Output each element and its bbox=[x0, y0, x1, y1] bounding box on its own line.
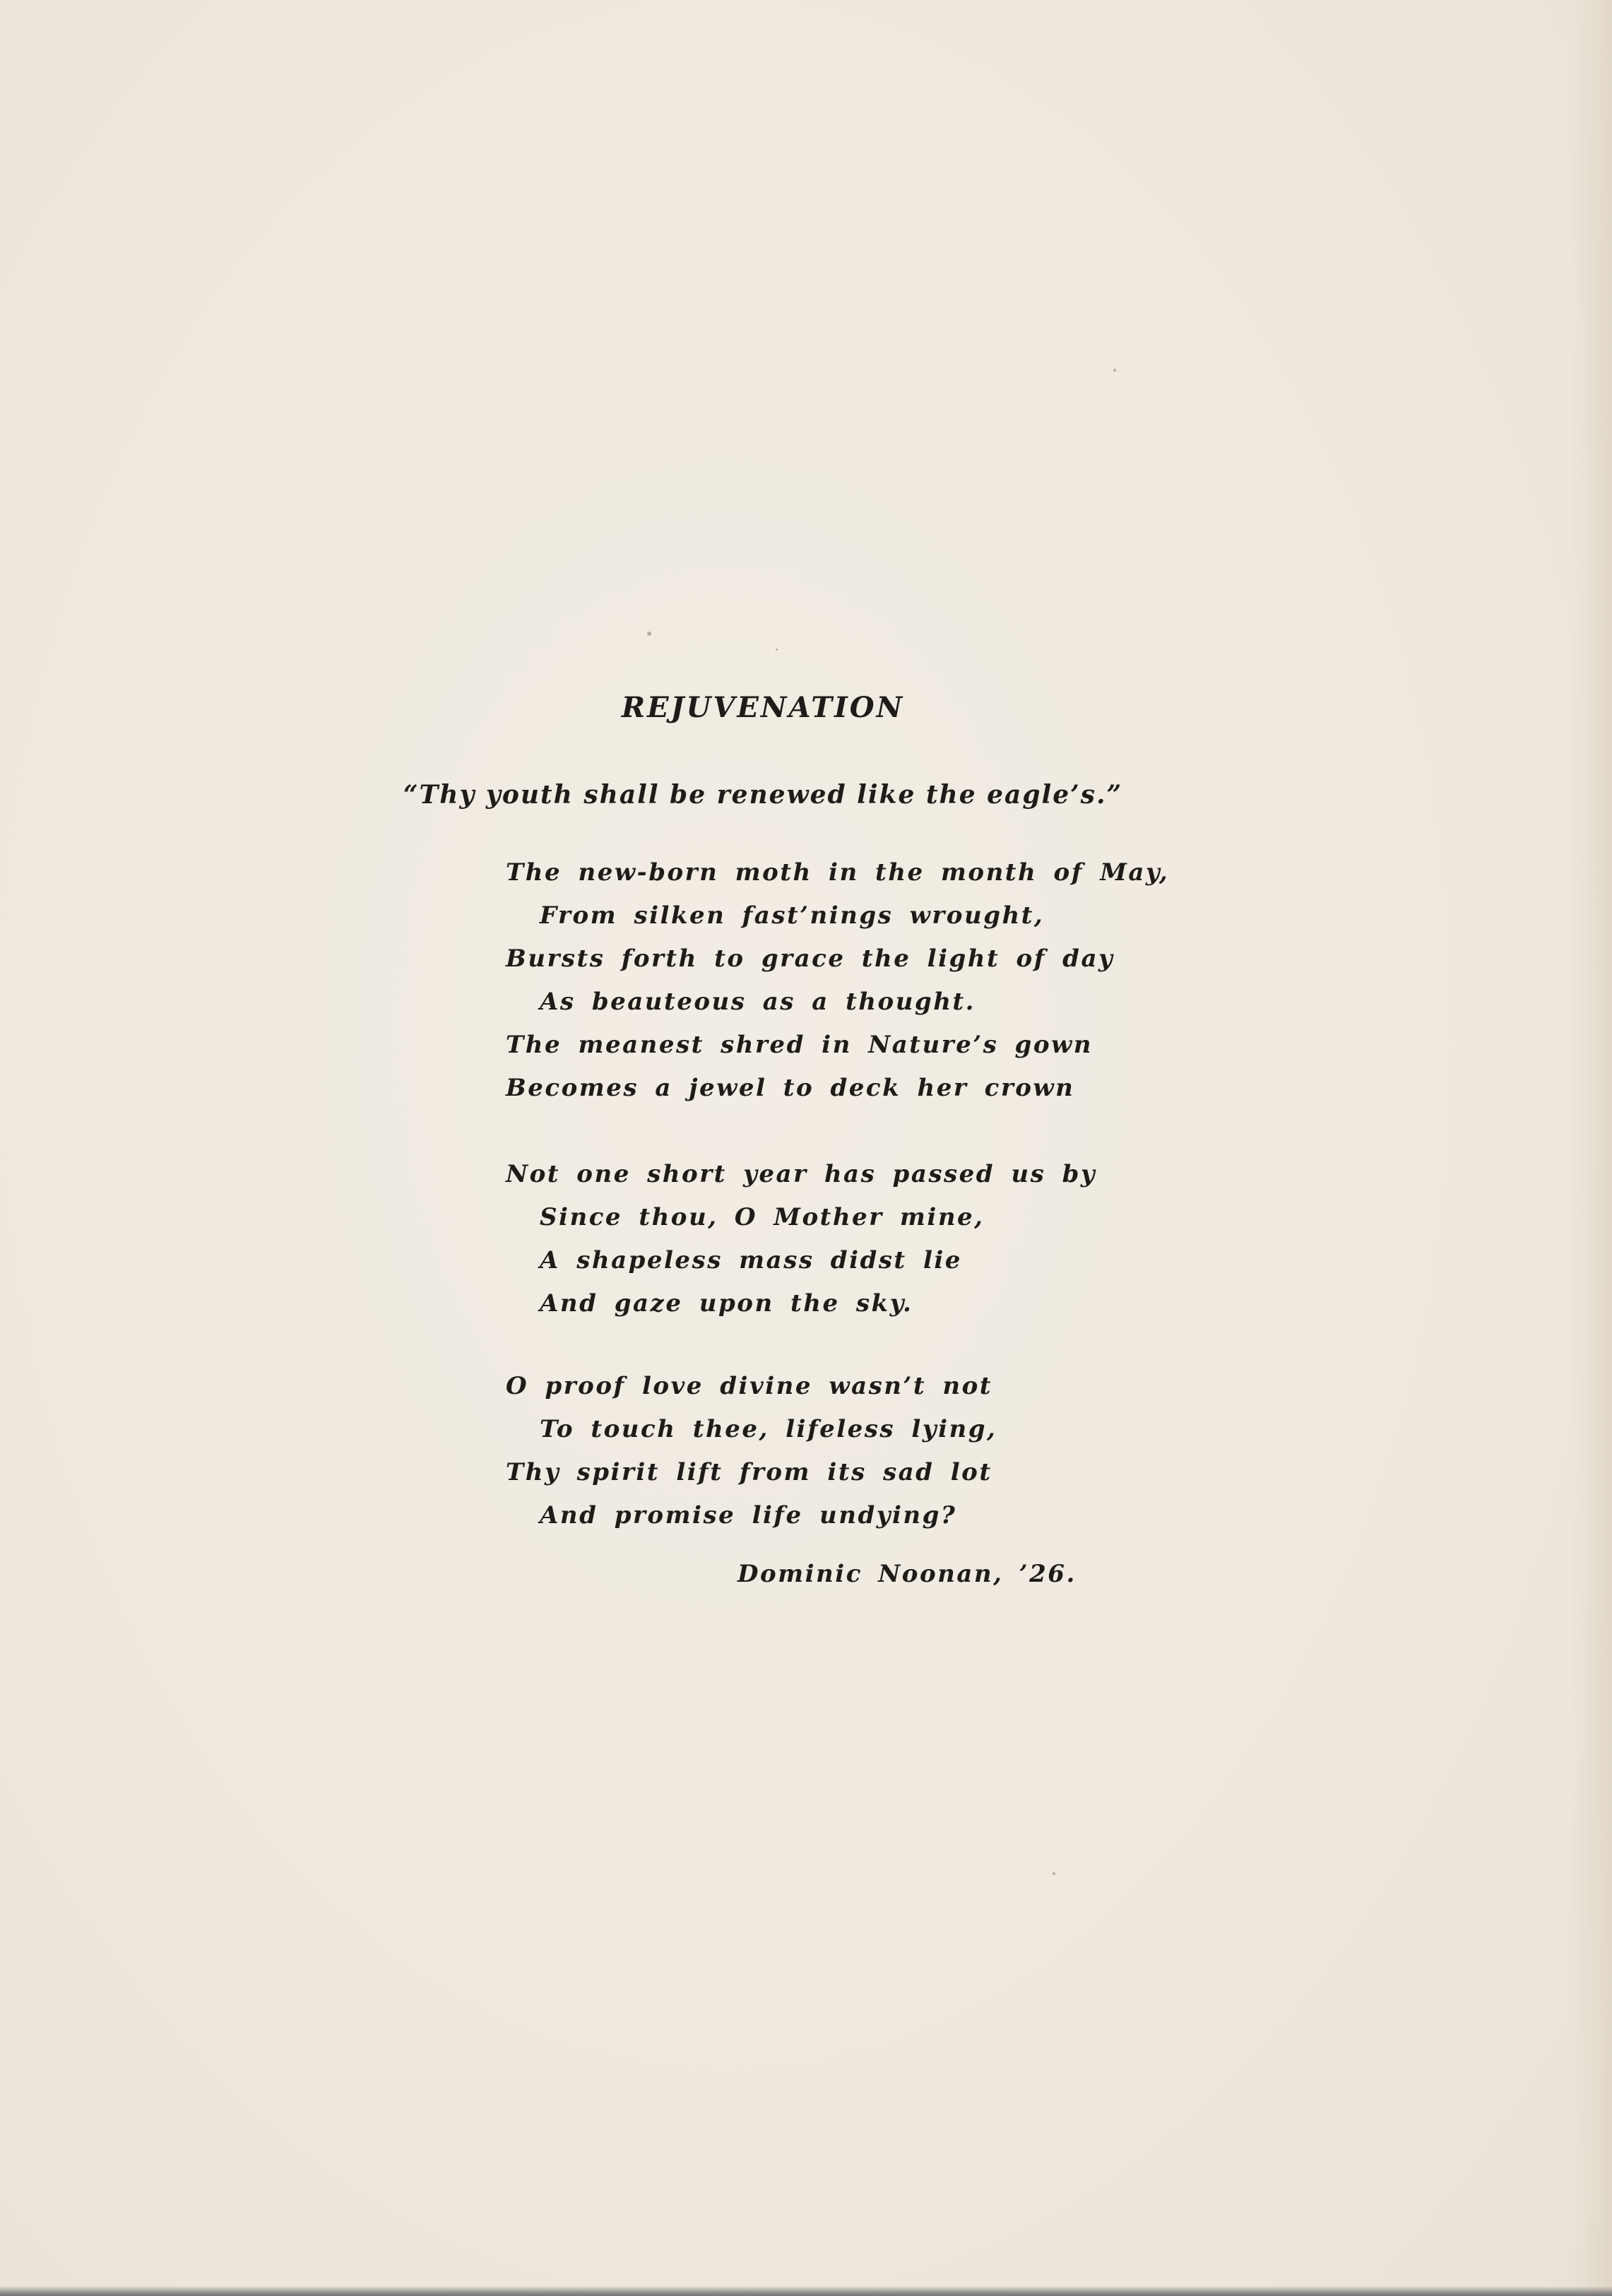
poem-signature: Dominic Noonan, ’26. bbox=[737, 1560, 1077, 1588]
poem-line: The meanest shred in Nature’s gown bbox=[506, 1031, 1093, 1059]
poem-line: Not one short year has passed us by bbox=[506, 1160, 1097, 1188]
poem-line: From silken fast’nings wrought, bbox=[540, 901, 1045, 930]
poem-line: As beauteous as a thought. bbox=[540, 988, 976, 1016]
poem-line: Becomes a jewel to deck her crown bbox=[506, 1074, 1075, 1102]
poem-title: REJUVENATION bbox=[621, 691, 905, 724]
poem-line: And gaze upon the sky. bbox=[540, 1289, 913, 1318]
stanza-2 bbox=[506, 1153, 1142, 1325]
poem-line: A shapeless mass didst lie bbox=[540, 1246, 962, 1274]
stanza-3 bbox=[506, 1365, 1142, 1537]
poem-line: Bursts forth to grace the light of day bbox=[506, 945, 1115, 973]
poem-line: Since thou, O Mother mine, bbox=[540, 1203, 985, 1231]
poem-line: To touch thee, lifeless lying, bbox=[540, 1415, 997, 1443]
page-edge-shadow bbox=[1570, 0, 1612, 2296]
poem-line: Thy spirit lift from its sad lot bbox=[506, 1458, 992, 1486]
poem-line: And promise life undying? bbox=[540, 1501, 957, 1529]
paper-speck bbox=[1113, 369, 1116, 372]
paper-speck bbox=[1053, 1872, 1055, 1875]
poem-line: O proof love divine wasn’t not bbox=[506, 1372, 992, 1400]
stanza-1 bbox=[506, 851, 1170, 1110]
paper-speck bbox=[776, 649, 778, 651]
poem-epigraph: “Thy youth shall be renewed like the eagle’s.” bbox=[403, 780, 1123, 810]
poem-line: The new-born moth in the month of May, bbox=[506, 858, 1170, 887]
paper-speck bbox=[647, 632, 651, 636]
page-bottom-edge bbox=[0, 2286, 1612, 2296]
